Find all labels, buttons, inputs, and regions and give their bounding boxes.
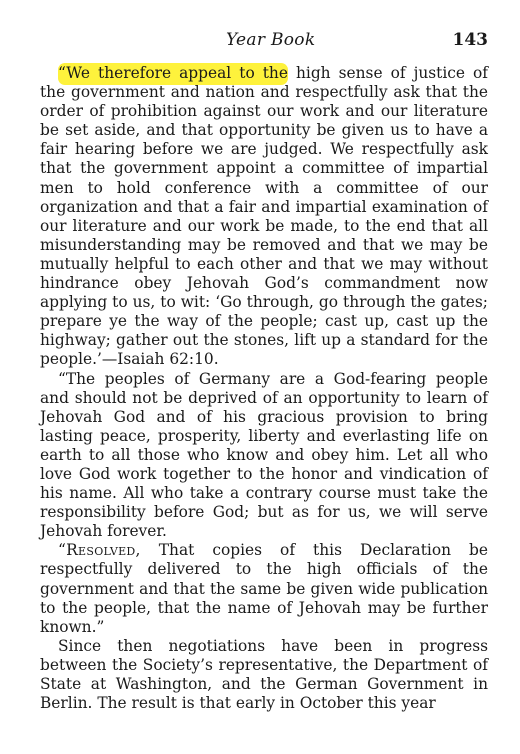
paragraph-text: Since then negotiations have been in progress between the Society’s representative, the Department of State at Washington, and the German Government in Berlin. The result is that early in October this year <box>40 636 488 713</box>
highlighted-text: “We therefore appeal to the <box>58 63 288 85</box>
page-number: 143 <box>452 30 488 50</box>
paragraph-negotiations <box>40 637 488 713</box>
body-text <box>40 64 488 713</box>
paragraph-appeal <box>40 64 488 370</box>
paragraph-peoples-of-germany <box>40 370 488 542</box>
page-header <box>40 30 488 52</box>
paragraph-text: “The peoples of Germany are a God-fearing people and should not be deprived of an opportunity to learn of Jehovah God and of his gracious provision to bring lasting peace, prosperity, liberty and everlasting life on earth to all those who know and obey him. Let all who love God work together to the honor and vindication of his name. All who take a contrary course must take the responsibility before God; but as for us, we will serve Jehovah forever. <box>40 369 488 541</box>
resolved-lead: “Resolved, <box>58 541 141 560</box>
paragraph-text: That copies of this Declaration be respectfully delivered to the high officials of the government and that the same be given wide publication to the people, that the name of Jehovah may be further known.” <box>40 541 488 636</box>
paragraph-text: high sense of justice of the government and nation and respectfully ask that the order of prohibition against our work and our literature be set aside, and that opportunity be given us to have a fair hearing before we are judged. We respectfully ask that the government appoint a committee of impartial men to hold conference with a committee of our organization and that a fair and impartial examination of our literature and our work be made, to the end that all misunderstanding may be removed and that we may be mutually helpful to each other and that we may without hindrance obey Jehovah God’s commandment now applying to us, to wit: ‘Go through, go through the gates; prepare ye the way of the people; cast up, cast up the highway; gather out the stones, lift up a standard for the people.’—Isaiah 62:10. <box>40 64 488 369</box>
running-title: Year Book <box>226 30 316 50</box>
paragraph-resolved <box>40 541 488 636</box>
